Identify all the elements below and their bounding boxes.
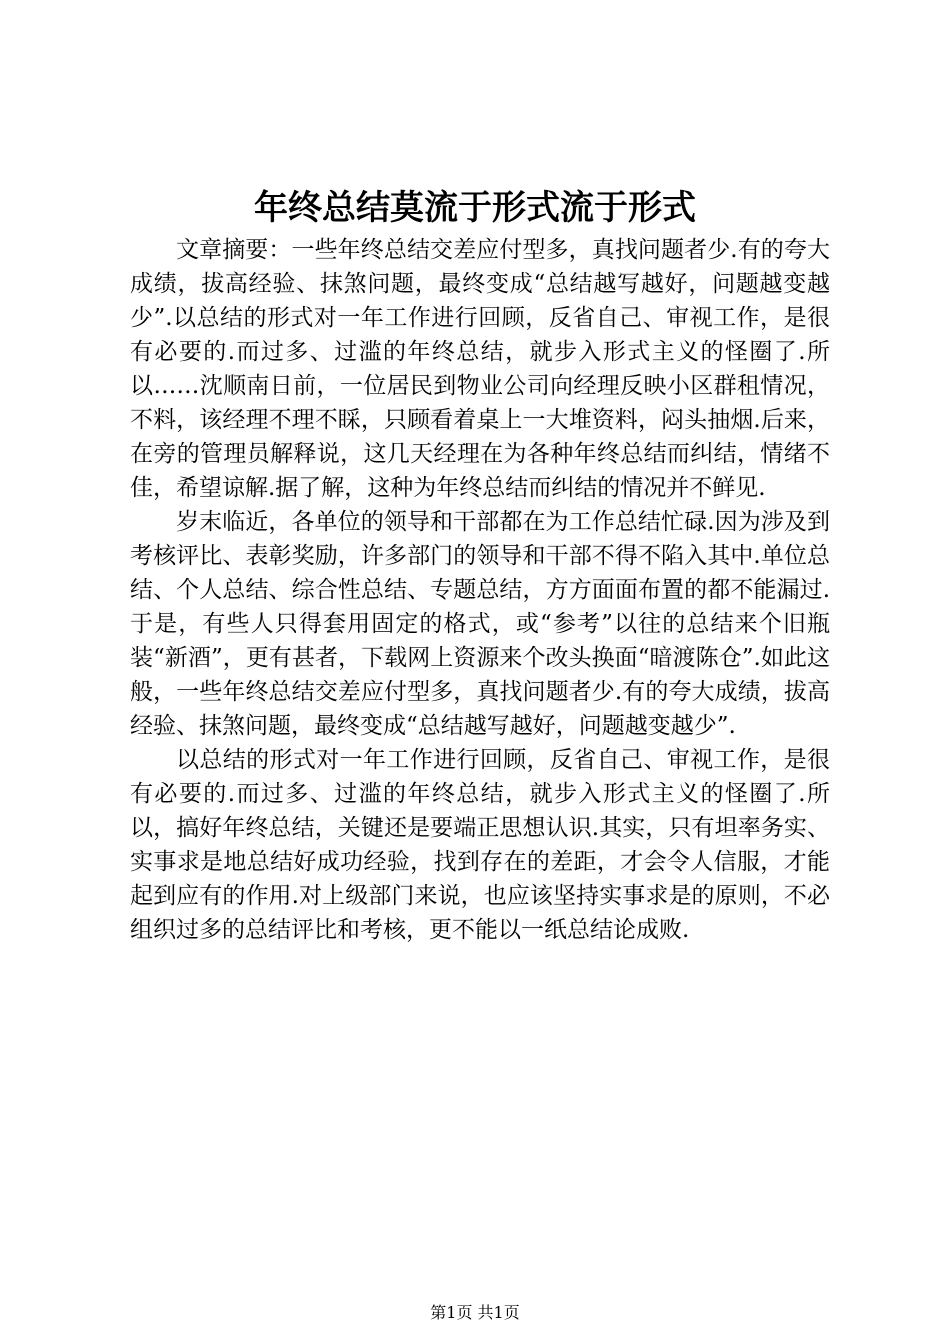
paragraph-3: 以总结的形式对一年工作进行回顾，反省自己、审视工作，是很有必要的.而过多、过滥的年终总结，就步入形式主义的怪圈了.所以，搞好年终总结，关键还是要端正思想认识.其实，只有坦率务实、实事求是地总结好成功经验，找到存在的差距，才会令人信服，才能起到应有的作用.对上级部门来说，也应该坚持实事求是的原则，不必组织过多的总结评比和考核，更不能以一纸总结论成败.	[130, 747, 830, 943]
page-number-footer: 第1页 共1页	[430, 1303, 520, 1322]
paragraph-1: 文章摘要：一些年终总结交差应付型多，真找问题者少.有的夸大成绩，拔高经验、抹煞问题，最终变成“总结越写越好，问题越变越少”.以总结的形式对一年工作进行回顾，反省自己、审视工作，是很有必要的.而过多、过滥的年终总结，就步入形式主义的怪圈了.所以……沈顺南日前，一位居民到物业公司向经理反映小区群租情况，不料，该经理不理不睬，只顾看着桌上一大堆资料，闷头抽烟.后来，在旁的管理员解释说，这几天经理在为各种年终总结而纠结，情绪不佳，希望谅解.据了解，这种为年终总结而纠结的情况并不鲜见.	[130, 237, 830, 501]
document-body	[130, 233, 830, 947]
document-title: 年终总结莫流于形式流于形式	[254, 188, 696, 228]
paragraph-2: 岁末临近，各单位的领导和干部都在为工作总结忙碌.因为涉及到考核评比、表彰奖励，许多部门的领导和干部不得不陷入其中.单位总结、个人总结、综合性总结、专题总结，方方面面布置的都不能漏过.于是，有些人只得套用固定的格式，或“参考”以往的总结来个旧瓶装“新酒”，更有甚者，下载网上资源来个改头换面“暗渡陈仓”.如此这般，一些年终总结交差应付型多，真找问题者少.有的夸大成绩，拔高经验、抹煞问题，最终变成“总结越写越好，问题越变越少”.	[130, 509, 830, 739]
